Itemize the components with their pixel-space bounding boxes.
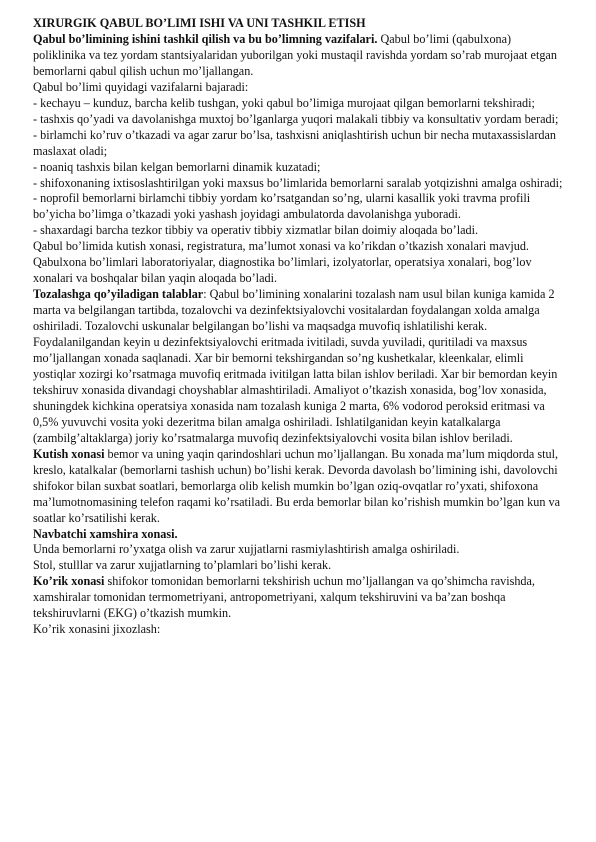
reception-intro-text: Qabul bo’limi (qabulxona) poliklinika va tez yordam stantsiyalaridan yuborilgan yoki mustaqil ravishda yordam so’rab murojaat etgan bemorlarni qabul qilish uchun mo’ljallangan.: [33, 31, 557, 78]
paragraph-tasks-lead: Qabul bo’limi quyidagi vazifalarni bajaradi:: [33, 79, 249, 94]
task-item: - noaniq tashxis bilan kelgan bemorlarni dinamik kuzatadi;: [33, 159, 321, 174]
task-item: - shifoxonaning ixtisoslashtirilgan yoki maxsus bo’limlarida bemorlarni saralab yotqizishni amalga oshiradi;: [33, 175, 563, 190]
paragraph-waiting-room: [33, 447, 566, 527]
cleaning-heading: Tozalashga qo’yiladigan talablar: [33, 287, 204, 302]
nurse-room-heading-text: Navbatchi xamshira xonasi.: [33, 526, 178, 541]
paragraph-exam-room: [33, 574, 566, 622]
paragraph-exam-room-equipment: Ko’rik xonasini jixozlash:: [33, 622, 161, 637]
waiting-room-heading: Kutish xonasi: [33, 446, 105, 461]
paragraph-reception-intro: [33, 32, 566, 80]
task-item: - birlamchi ko’ruv o’tkazadi va agar zarur bo’lsa, tashxisni aniqlashtirish uchun bir necha mutaxassislardan maslaxat oladi;: [33, 127, 556, 158]
paragraph-cleaning-requirements: [33, 287, 566, 447]
waiting-room-text: bemor va uning yaqin qarindoshlari uchun mo’ljallangan. Bu xonada ma’lum miqdorda stul, kreslo, katalkalar (bemorlarni tashish uchun) bo’lishi kerak. Devorda davolash bo’limining ishi, davolovchi shifokor bilan suxbat soatlari, bemorlarga olib kelish mumkin bo’lgan oziq-ovqatlar ro’yxati, shifoxona ma’lumotnomasining telefon raqami ko’rsatiladi. Bu erda bemorlar bilan ko’rishish mumkin bo’lgan kun va soatlar ko’rsatilishi kerak.: [33, 446, 560, 525]
document-title: XIRURGIK QABUL BO’LIMI ISHI VA UNI TASHKIL ETISH: [33, 16, 366, 30]
task-item: - tashxis qo’yadi va davolanishga muxtoj bo’lganlarga yuqori malakali tibbiy va konsultativ yordam beradi;: [33, 111, 559, 126]
paragraph-rooms: Qabul bo’limida kutish xonasi, registratura, ma’lumot xonasi va ko’rikdan o’tkazish xonalari mavjud. Qabulxona bo’limlari laboratoriyalar, diagnostika bo’limlari, izolyatorlar, operatsiya xonalari, bog’lov xonalari va boshqalar bilan yaqin aloqada bo’ladi.: [33, 239, 532, 286]
task-item: - noprofil bemorlarni birlamchi tibbiy yordam ko’rsatgandan so’ng, ularni kasallik yoki travma profili bo’yicha bo’limga o’tkazadi yoki yashash joyidagi ambulatorda davolanishga yuboradi.: [33, 191, 531, 222]
paragraph-nurse-room-furniture: Stol, stulllar va zarur xujjatlarning to’plamlari bo’lishi kerak.: [33, 558, 332, 573]
reception-intro-heading: Qabul bo’limining ishini tashkil qilish va bu bo’limning vazifalari.: [33, 31, 378, 46]
nurse-room-heading: [33, 527, 566, 543]
exam-room-text: shifokor tomonidan bemorlarni tekshirish uchun mo’ljallangan va qo’shimcha ravishda, xamshiralar tomonidan termometriyani, antropometriyani, xalqum tekshiruvini va ba’zan boshqa tekshiruvlarni (EKG) o’tkazish mumkin.: [33, 574, 535, 621]
task-item: - shaxardagi barcha tezkor tibbiy va operativ tibbiy xizmatlar bilan doimiy aloqada bo’ladi.: [33, 223, 479, 238]
exam-room-heading: Ko’rik xonasi: [33, 574, 105, 589]
cleaning-text: : Qabul bo’limining xonalarini tozalash nam usul bilan kuniga kamida 2 marta va belgilangan tartibda, tozalovchi va dezinfektsiyalovchi vositalardan foydalangan xolda amalga oshiriladi. Tozalovchi uskunalar belgilangan bo’lishi va maqsadga muvofiq ishlatilishi kerak. Foydalanilgandan keyin u dezinfektsiyalovchi eritmada ivitiladi, suvda yuviladi, quritiladi va maxsus mo’ljallangan xonada saqlanadi. Xar bir bemorni tekshirgandan so’ng kushetkalar, kleenkalar, elimli yostiqlar xozirgi ko’rsatmaga muvofiq eritmada ivitilgan latta bilan ishlov beriladi. Xar bir bemordan keyin tekshiruv xonasida divandagi choyshablar almashtiriladi. Amaliyot o’tkazish xonasida, bog’lov xonasida, shuningdek kichkina operatsiya xonasida nam tozalash kuniga 2 marta, 6% vodorod peroksid eritmasi va 0,5% yuvuvchi vosita yoki dezeritma bilan amalga oshiriladi. Ishlatilganidan keyin katalkalarga (zambilg’altaklarga) joriy ko’rsatmalarga muvofiq dezinfektsiyalovchi vosita bilan ishlov beriladi.: [33, 287, 558, 445]
paragraph-nurse-room: Unda bemorlarni ro’yxatga olish va zarur xujjatlarni rasmiylashtirish amalga oshiriladi.: [33, 542, 460, 557]
task-item: - kechayu – kunduz, barcha kelib tushgan, yoki qabul bo’limiga murojaat qilgan bemorlarni tekshiradi;: [33, 95, 535, 110]
